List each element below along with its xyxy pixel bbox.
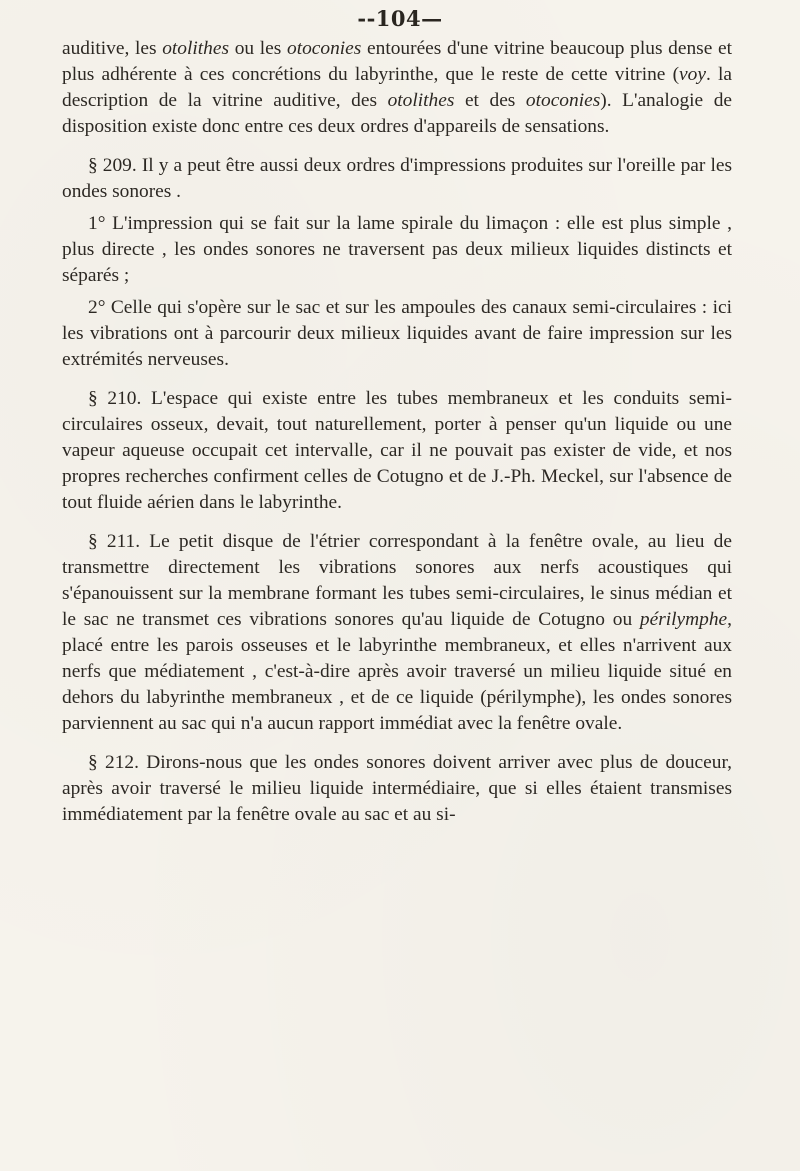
paragraph-209-item-2: 2° Celle qui s'opère sur le sac et sur les ampoules des canaux semi-circulaires : ici les vibrations ont à parcourir deux milieux liquides avant de faire impression sur les extrémités nerveuses. — [62, 297, 732, 370]
paragraph-209: § 209. Il y a peut être aussi deux ordres d'impressions produites sur l'oreille par les ondes sonores . — [62, 155, 732, 202]
paragraph-212: § 212. Dirons-nous que les ondes sonores doivent arriver avec plus de douceur, après avoir traversé le milieu liquide intermédiaire, que si elles étaient transmises immédiatement par la fenêtre ovale au sac et au si- — [62, 752, 732, 825]
paragraph-209-item-1: 1° L'impression qui se fait sur la lame spirale du limaçon : elle est plus simple , plus directe , les ondes sonores ne traversent pas deux milieux liquides distincts et séparés ; — [62, 213, 732, 286]
page-number: --104— — [357, 6, 443, 31]
paragraph-continuation: auditive, les otolithes ou les otoconies entourées d'une vitrine beaucoup plus dense et plus adhérente à ces concrétions du labyrinthe, que le reste de cette vitrine (voy. la description de la vitrine auditive, des otolithes et des otoconies). L'analogie de disposition existe donc entre ces deux ordres d'appareils de sensations. — [62, 38, 733, 137]
paragraph-211: § 211. Le petit disque de l'étrier correspondant à la fenêtre ovale, au lieu de transmettre directement les vibrations sonores aux nerfs acoustiques qui s'épanouissent sur la membrane formant les tubes semi-circulaires, le sinus médian et le sac ne transmet ces vibrations sonores qu'au liquide de Cotugno ou périlymphe, placé entre les parois osseuses et le labyrinthe membraneux, et elles n'arrivent aux nerfs que médiatement , c'est-à-dire après avoir traversé un milieu liquide situé en dehors du labyrinthe membraneux , et de ce liquide (périlymphe), les ondes sonores parviennent au sac qui n'a aucun rapport immédiat avec la fenêtre ovale. — [62, 531, 732, 734]
page-body — [62, 36, 732, 828]
paragraph-210: § 210. L'espace qui existe entre les tubes membraneux et les conduits semi-circulaires osseux, devait, tout naturellement, porter à penser qu'un liquide ou une vapeur aqueuse occupait cet intervalle, car il ne pouvait pas exister de vide, et nos propres recherches confirment celles de Cotugno et de J.-Ph. Meckel, sur l'absence de tout fluide aérien dans le labyrinthe. — [62, 388, 732, 513]
